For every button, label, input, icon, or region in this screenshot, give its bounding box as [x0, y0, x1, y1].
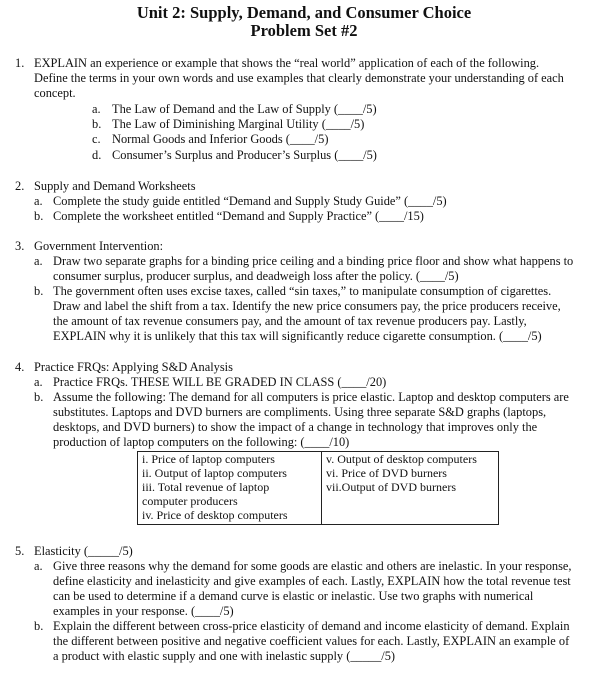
document-subtitle: Problem Set #2 — [250, 21, 358, 40]
item-text: Consumer’s Surplus and Producer’s Surplus (____/5) — [112, 148, 377, 162]
question-text-line: Elasticity (_____/5) — [34, 544, 133, 558]
question-number: 4. — [15, 360, 25, 374]
item-text-line: Assume the following: The demand for all computers is price elastic. Laptop and desktop computers are — [53, 390, 569, 404]
item-text-line: can be used to determine if a demand curve is elastic or inelastic. Use two graphs with numerical — [53, 589, 534, 603]
item-text-line: EXPLAIN why it is unlikely that this tax will significantly reduce cigarette consumption. (____/5) — [53, 329, 542, 343]
item-label: a. — [34, 254, 43, 268]
item-label: b. — [92, 117, 102, 131]
item-text-line: the different between positive and negative coefficient values for each. Lastly, EXPLAIN an example of — [53, 634, 570, 648]
item-text-line: desktops, and DVD burners) to show the impact of a change in technology that improves only the — [53, 420, 538, 434]
table-cell: i. Price of laptop computers — [142, 452, 275, 466]
item-text-line: production of laptop computers on the following: (____/10) — [53, 435, 350, 449]
item-text-line: Draw two separate graphs for a binding price ceiling and a binding price floor and show what happens to — [53, 254, 574, 268]
item-label: a. — [34, 375, 43, 389]
item-text: Complete the worksheet entitled “Demand and Supply Practice” (____/15) — [53, 209, 424, 223]
item-text: The Law of Demand and the Law of Supply (____/5) — [112, 102, 377, 116]
document-title: Unit 2: Supply, Demand, and Consumer Choice — [136, 3, 472, 22]
question-text-line: Supply and Demand Worksheets — [34, 179, 196, 193]
item-text: The Law of Diminishing Marginal Utility (____/5) — [112, 117, 365, 131]
item-text-line: The government often uses excise taxes, called “sin taxes,” to manipulate consumption of cigarettes. — [53, 284, 552, 298]
table-cell: vii.Output of DVD burners — [326, 480, 456, 494]
item-text-line: define elasticity and inelasticity and give examples of each. Lastly, EXPLAIN how the total revenue test — [53, 574, 571, 588]
item-text-line: a product with elastic supply and one with inelastic supply (_____/5) — [53, 649, 396, 663]
item-text-line: Give three reasons why the demand for some goods are elastic and others are inelastic. In your response, — [53, 559, 572, 573]
table-cell: iv. Price of desktop computers — [142, 508, 288, 522]
item-text-line: substitutes. Laptops and DVD burners are compliments. Using three separate S&D graphs (laptops, — [53, 405, 547, 419]
item-text-line: Explain the different between cross-price elasticity of demand and income elasticity of demand. Explain — [53, 619, 570, 633]
item-label: b. — [34, 284, 44, 298]
table-cell: ii. Output of laptop computers — [142, 466, 287, 480]
question-text-line: Government Intervention: — [34, 239, 164, 253]
item-text-line: consumer surplus, producer surplus, and deadweigh loss after the policy. (____/5) — [53, 269, 459, 283]
item-text: Normal Goods and Inferior Goods (____/5) — [112, 132, 329, 146]
question-number: 1. — [15, 56, 25, 70]
item-label: a. — [34, 194, 43, 208]
question-text-line: Practice FRQs: Applying S&D Analysis — [34, 360, 233, 374]
question-text-line: Define the terms in your own words and use examples that clearly demonstrate your understanding of each — [34, 71, 564, 85]
item-label: c. — [92, 132, 101, 146]
item-text-line: Draw and label the shift from a tax. Identify the new price consumers pay, the price producers receive, — [53, 299, 561, 313]
item-text: Practice FRQs. THESE WILL BE GRADED IN CLASS (____/20) — [53, 375, 387, 389]
question-text-line: concept. — [34, 86, 76, 100]
question-number: 3. — [15, 239, 25, 253]
item-label: b. — [34, 209, 44, 223]
question-number: 2. — [15, 179, 25, 193]
table-cell: iii. Total revenue of laptop — [142, 480, 270, 494]
item-text-line: the amount of tax revenue consumers pay, and the amount of tax revenue producers pay. Lastly, — [53, 314, 527, 328]
table-cell: vi. Price of DVD burners — [326, 466, 447, 480]
item-label: d. — [92, 148, 102, 162]
item-label: b. — [34, 390, 44, 404]
question-number: 5. — [15, 544, 25, 558]
item-label: a. — [34, 559, 43, 573]
table-cell: v. Output of desktop computers — [326, 452, 477, 466]
item-text: Complete the study guide entitled “Demand and Supply Study Guide” (____/5) — [53, 194, 447, 208]
effects-table — [137, 451, 499, 525]
item-label: b. — [34, 619, 44, 633]
item-label: a. — [92, 102, 101, 116]
item-text-line: examples in your response. (____/5) — [53, 604, 234, 618]
table-column — [138, 452, 322, 524]
table-cell: computer producers — [142, 494, 238, 508]
question-text-line: EXPLAIN an experience or example that shows the “real world” application of each of the following. — [34, 56, 540, 70]
